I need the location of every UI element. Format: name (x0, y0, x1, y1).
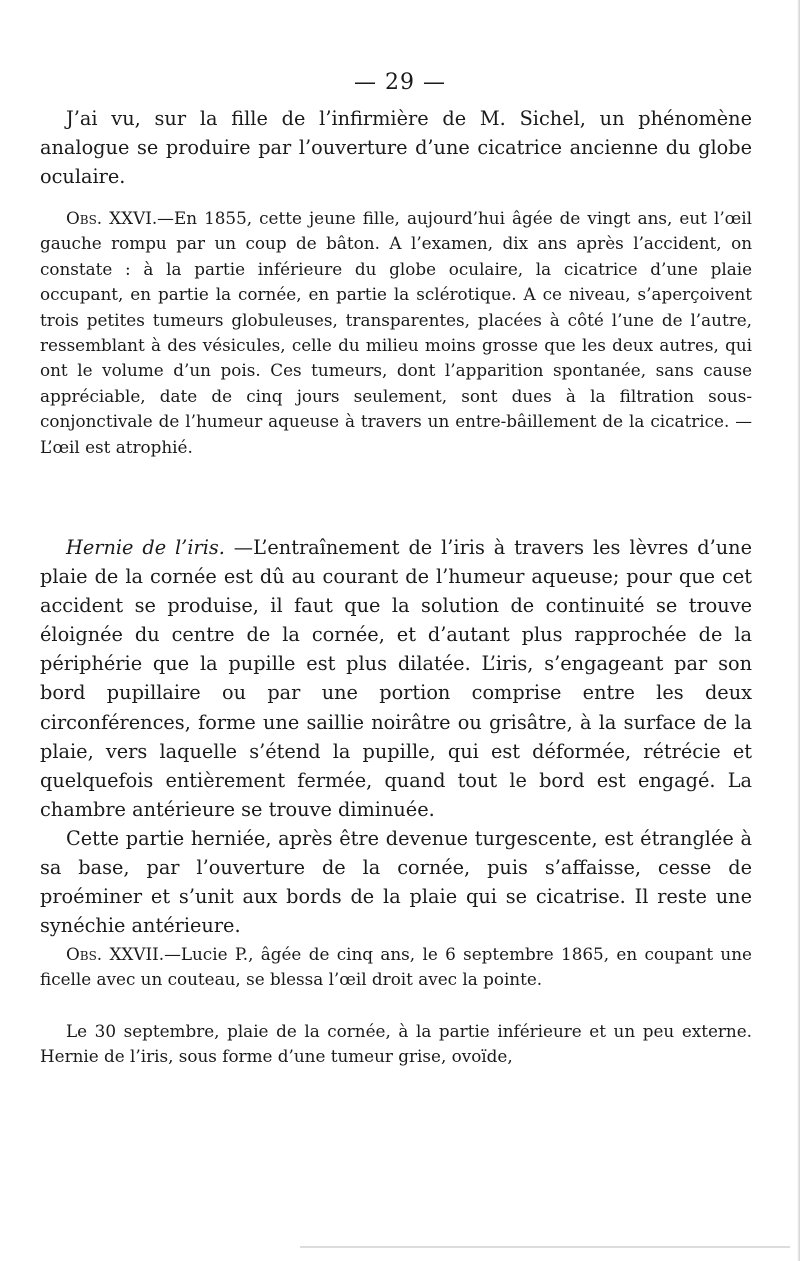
paragraph-intro: J’ai vu, sur la fille de l’infirmière de M. Sichel, un phénomène analogue se produire par l’ouverture d’une cicatrice ancienne du globe oculaire. (40, 107, 752, 189)
section-text: —L’entraînement de l’iris à travers les lèvres d’une plaie de la cornée est dû au courant de l’humeur aqueuse; pour que cet accident se produise, il faut que la solution de continuité se trouve éloignée du centre de la cornée, et d’autant plus rapprochée de la périphérie que la pupille est plus dilatée. L’iris, s’engageant par son bord pupillaire ou par une portion comprise entre les deux circonférences, forme une saillie noirâtre ou grisâtre, à la surface de la plaie, vers laquelle s’étend la pupille, qui est déformée, rétrécie et quelquefois entièrement fermée, quand tout le bord est engagé. La chambre antérieure se trouve diminuée. (40, 536, 752, 821)
section-hernie-iris (40, 533, 752, 824)
observation-label: Obs. XXVII. (66, 944, 165, 964)
observation-27 (40, 942, 752, 993)
page-number: — 29 — (354, 70, 446, 95)
observation-text: —Lucie P., âgée de cinq ans, le 6 septembre 1865, en coupant une ficelle avec un couteau, se blessa l’œil droit avec la pointe. (40, 944, 752, 990)
paragraph-cette-partie: Cette partie herniée, après être devenue turgescente, est étranglée à sa base, par l’ouverture de la cornée, puis s’affaisse, cesse de proéminer et s’unit aux bords de la plaie qui se cicatrise. Il reste une synéchie antérieure. (40, 827, 752, 938)
scan-bottom-line (300, 1246, 790, 1248)
observation-26 (40, 206, 752, 460)
observation-text: —En 1855, cette jeune fille, aujourd’hui âgée de vingt ans, eut l’œil gauche rompu par un coup de bâton. A l’examen, dix ans après l’accident, on constate : à la partie inférieure du globe oculaire, la cicatrice d’une plaie occupant, en partie la cornée, en partie la sclérotique. A ce niveau, s’aperçoivent trois petites tumeurs globuleuses, transparentes, placées à côté l’une de l’autre, ressemblant à des vésicules, celle du milieu moins grosse que les deux autres, qui ont le volume d’un pois. Ces tumeurs, dont l’apparition spontanée, sans cause appréciable, date de cinq jours seulement, sont dues à la filtration sous-conjonctivale de l’humeur aqueuse à travers un entre-bâillement de la cicatrice. — L’œil est atrophié. (40, 208, 752, 457)
section-heading: Hernie de l’iris. (66, 536, 225, 559)
paragraph-last: Le 30 septembre, plaie de la cornée, à la partie inférieure et un peu externe. Hernie de l’iris, sous forme d’une tumeur grise, ovoïde, (40, 1021, 752, 1067)
observation-label: Obs. XXVI. (66, 208, 158, 228)
